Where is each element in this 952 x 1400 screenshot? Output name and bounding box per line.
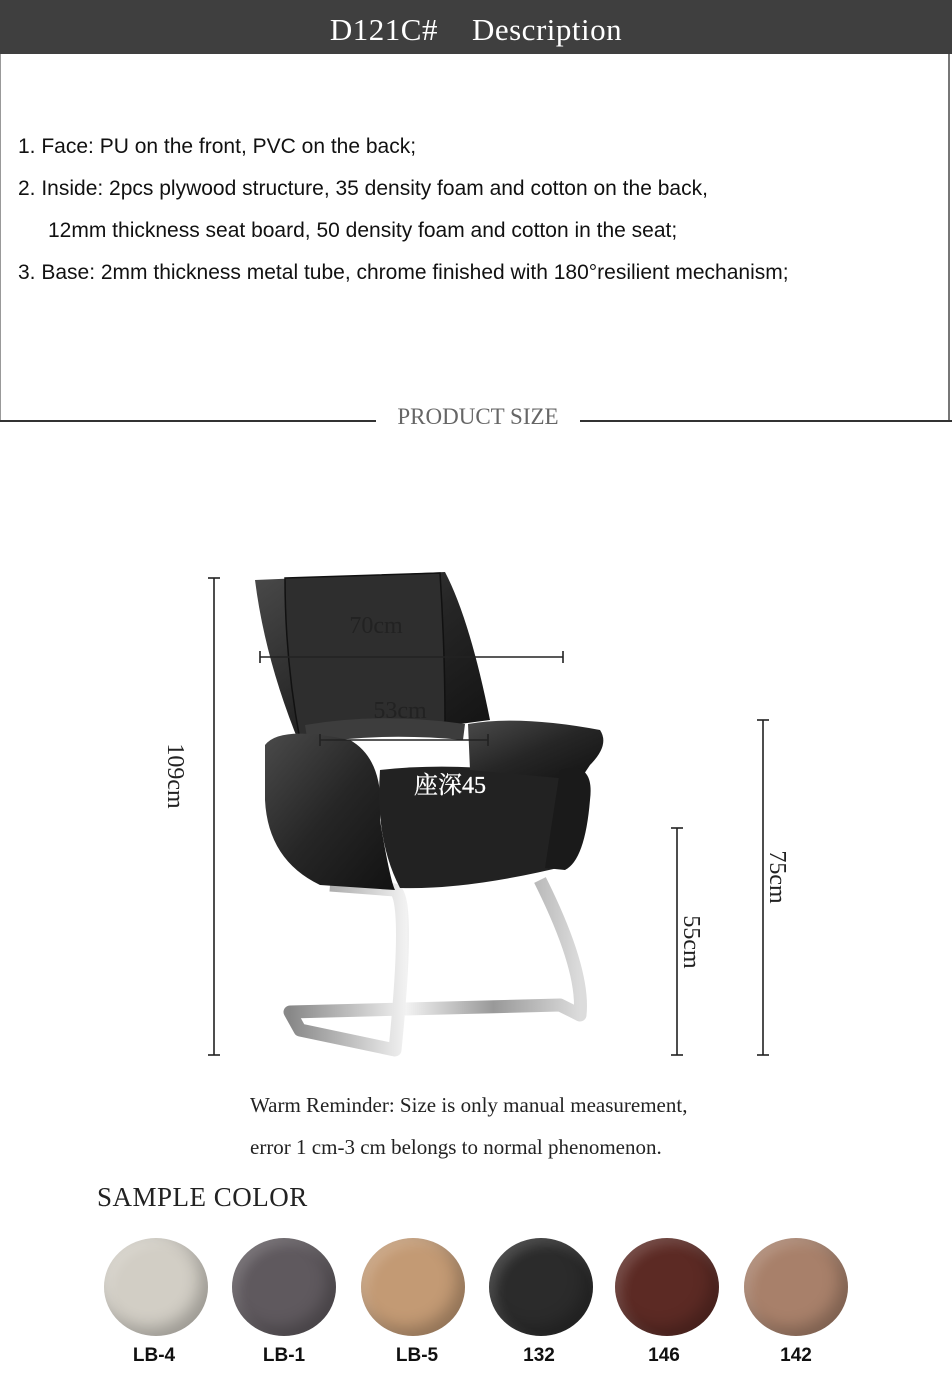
seat-depth-label: 座深45 bbox=[414, 773, 486, 799]
divider-left bbox=[0, 420, 376, 422]
width-label: 70cm bbox=[349, 613, 403, 639]
chair-diagram bbox=[150, 560, 800, 1070]
page-header bbox=[0, 0, 952, 54]
swatch-132 bbox=[489, 1238, 593, 1336]
swatch-lb-4 bbox=[104, 1238, 208, 1336]
header-title: Description bbox=[471, 12, 623, 47]
chair-image bbox=[255, 572, 603, 1050]
spec-inside-continued: 12mm thickness seat board, 50 density foam and cotton in the seat; bbox=[48, 219, 678, 242]
swatch-label-142: 142 bbox=[780, 1345, 812, 1366]
reminder-line-2: error 1 cm-3 cm belongs to normal phenomenon. bbox=[250, 1135, 662, 1159]
swatch-label-lb-1: LB-1 bbox=[262, 1345, 306, 1366]
spec-inside: 2. Inside: 2pcs plywood structure, 35 density foam and cotton on the back, bbox=[18, 177, 708, 200]
sample-color-title: SAMPLE COLOR bbox=[97, 1182, 308, 1212]
reminder-line-1: Warm Reminder: Size is only manual measurement, bbox=[250, 1093, 688, 1117]
swatch-142 bbox=[744, 1238, 848, 1336]
swatch-label-lb-5: LB-5 bbox=[395, 1345, 439, 1366]
product-code: D121C# bbox=[329, 12, 438, 47]
seat-width-label: 53cm bbox=[373, 698, 427, 724]
arm-height-label: 75cm bbox=[764, 850, 790, 904]
height-label: 109cm bbox=[162, 743, 188, 809]
divider-right bbox=[580, 420, 952, 422]
spec-face: 1. Face: PU on the front, PVC on the back; bbox=[18, 135, 417, 158]
swatch-146 bbox=[615, 1238, 719, 1336]
spec-list bbox=[18, 126, 789, 294]
warm-reminder bbox=[250, 1084, 687, 1168]
swatch-label-132: 132 bbox=[523, 1345, 555, 1366]
spec-base: 3. Base: 2mm thickness metal tube, chrome finished with 180°resilient mechanism; bbox=[18, 261, 789, 284]
swatch-label-146: 146 bbox=[648, 1345, 680, 1366]
swatch-lb-5 bbox=[361, 1238, 465, 1336]
seat-height-label: 55cm bbox=[678, 915, 704, 969]
swatch-label-lb-4: LB-4 bbox=[132, 1345, 176, 1366]
swatch-lb-1 bbox=[232, 1238, 336, 1336]
product-size-title: PRODUCT SIZE bbox=[376, 404, 580, 430]
